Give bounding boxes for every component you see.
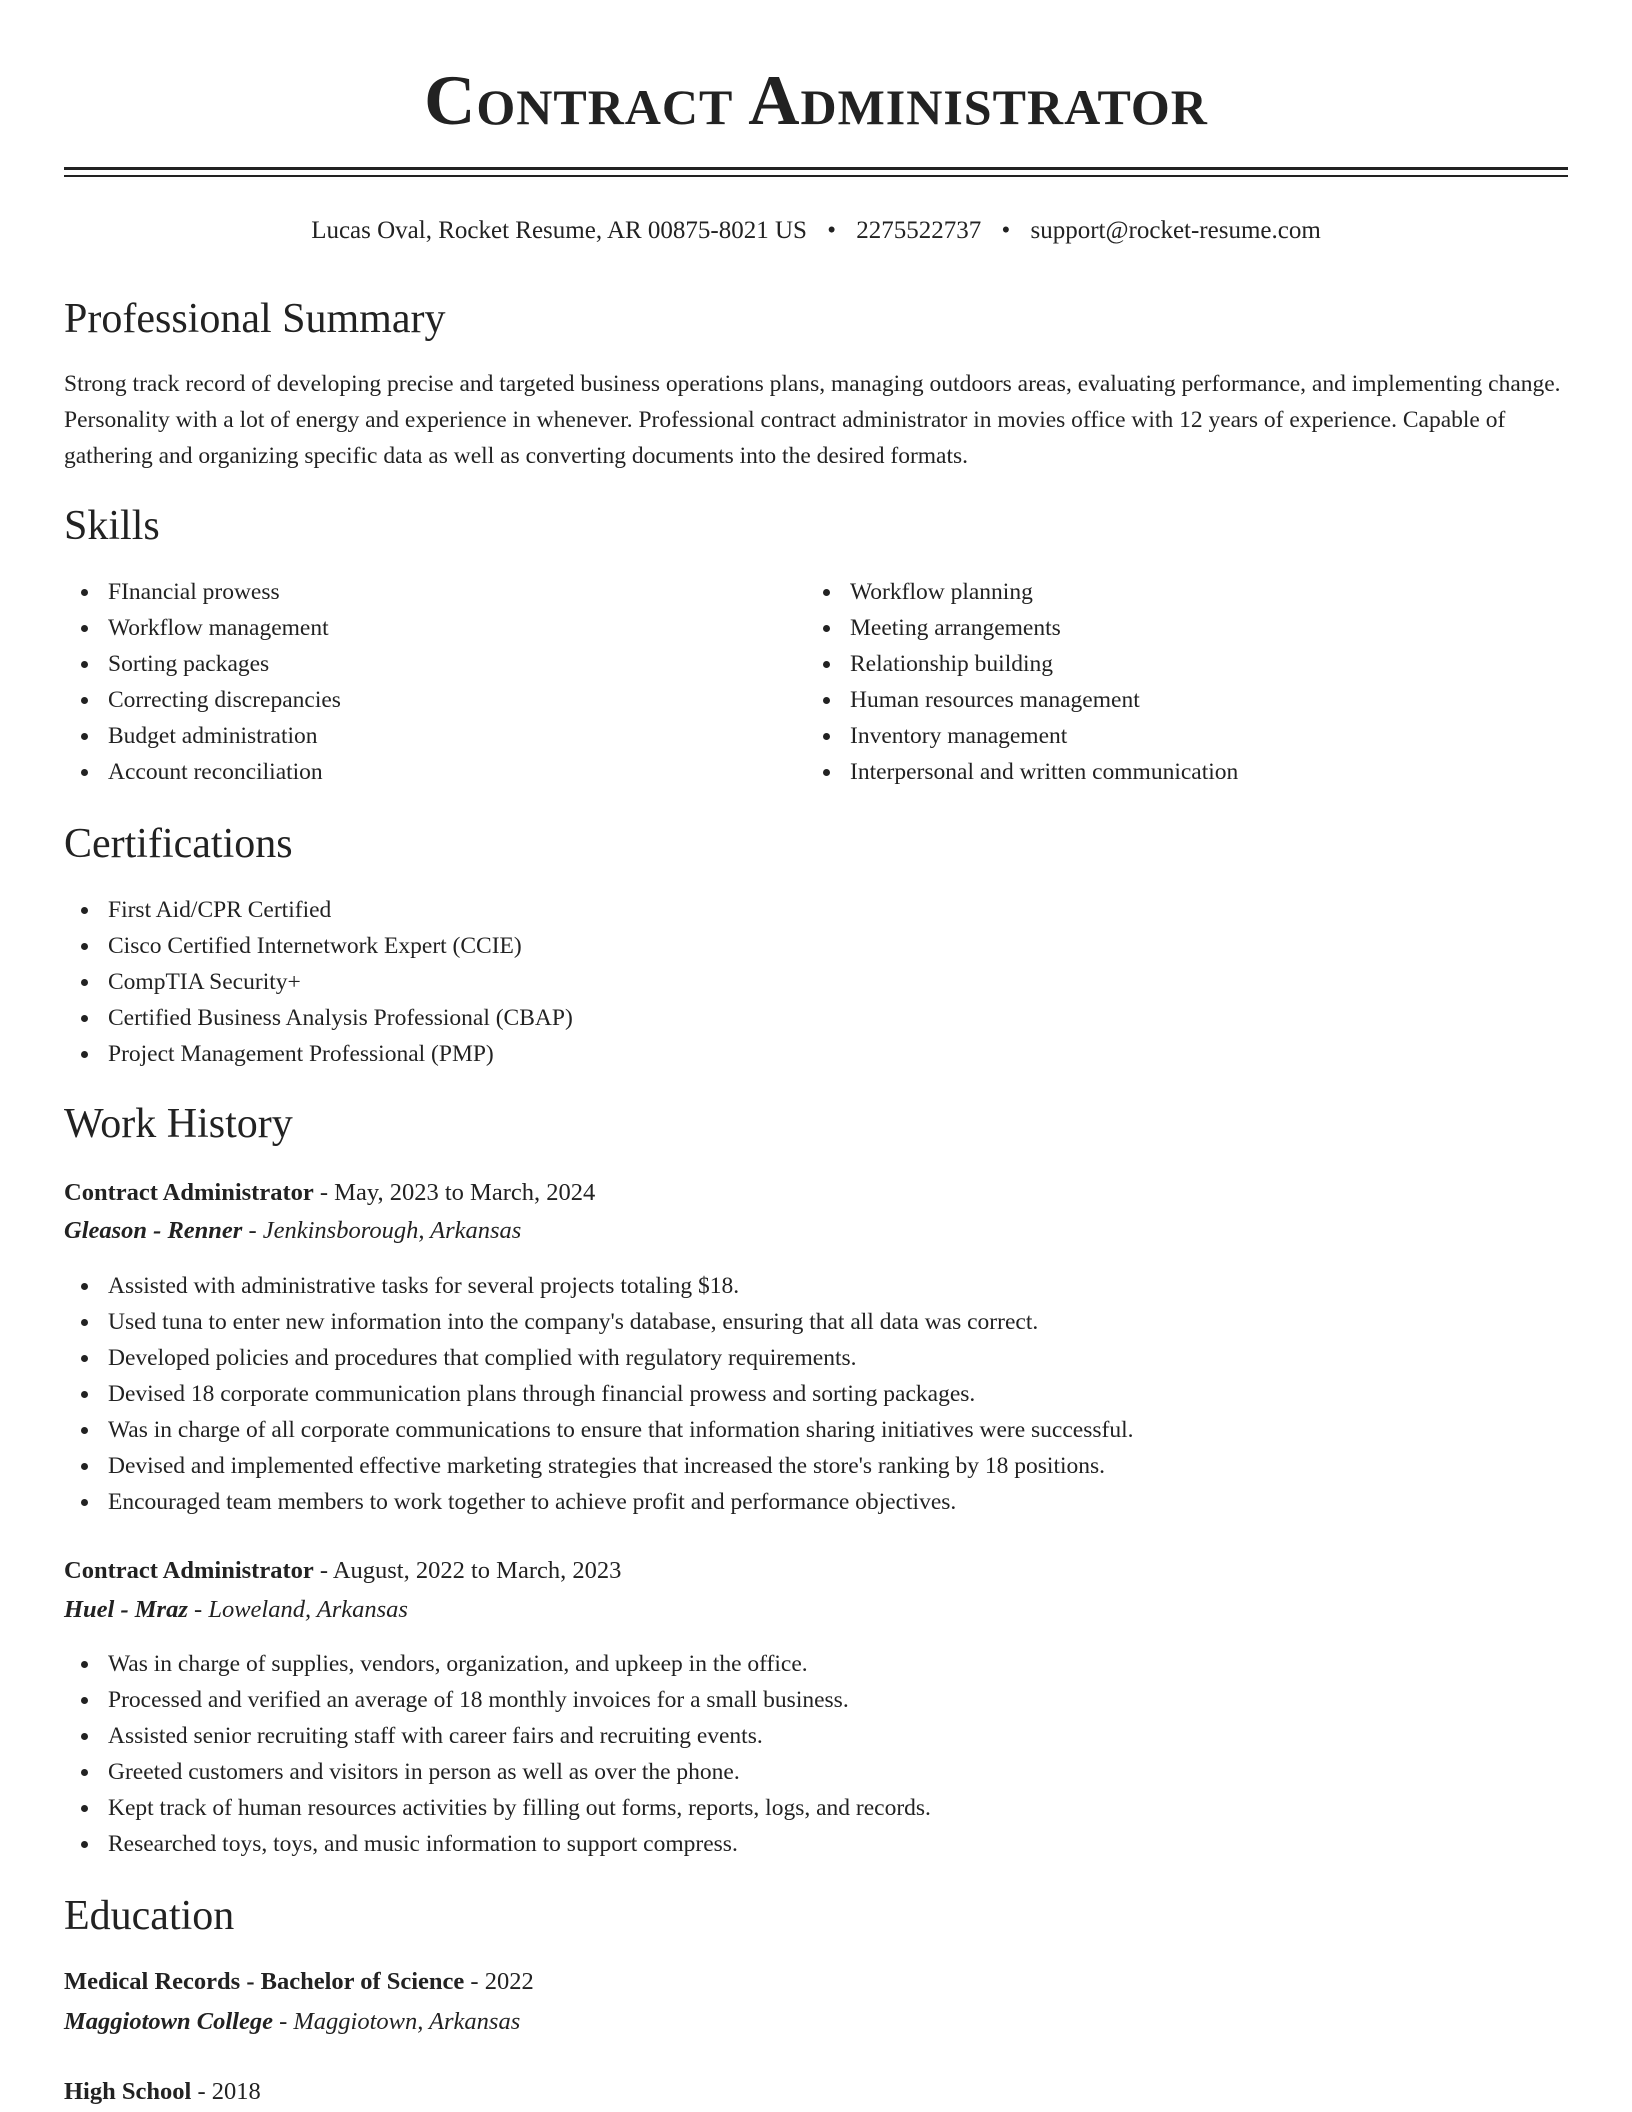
job-bullet: Researched toys, toys, and music information to support compress. (64, 1826, 1568, 1862)
summary-text: Strong track record of developing precise and targeted business operations plans, managing outdoors areas, evaluating performance, and implementing change. Personality with a lot of energy and experience in whenever. Professional contract administrator in movies office with 12 years of experience. Capable of gathering and organizing specific data as well as converting documents into the desired formats. (64, 371, 1561, 469)
skill-item: Relationship building (806, 646, 1566, 682)
job-bullets (64, 1268, 1568, 1520)
education-heading: Education (64, 1893, 235, 1939)
job-dates: May, 2023 to March, 2024 (334, 1179, 596, 1206)
skills-list-left (64, 574, 804, 790)
job-bullet: Greeted customers and visitors in person as well as over the phone. (64, 1754, 1568, 1790)
job-bullet: Assisted with administrative tasks for several projects totaling $18. (64, 1268, 1568, 1304)
skill-item: Budget administration (64, 718, 804, 754)
skills-list-right (806, 574, 1566, 790)
skill-item: Account reconciliation (64, 754, 804, 790)
skill-item: FInancial prowess (64, 574, 804, 610)
job-bullet: Devised 18 corporate communication plans through financial prowess and sorting packages. (64, 1376, 1568, 1412)
education-year: 2018 (211, 2078, 261, 2105)
dash: - (248, 1217, 257, 1244)
dash: - (279, 2008, 288, 2035)
contact-email: support@rocket-resume.com (1030, 217, 1321, 244)
job-bullet: Kept track of human resources activities by filling out forms, reports, logs, and records. (64, 1790, 1568, 1826)
contact-separator: • (827, 217, 836, 244)
education-degree: High School (64, 2078, 192, 2105)
job-location: Loweland, Arkansas (208, 1596, 408, 1623)
job-title: Contract Administrator (64, 1557, 314, 1584)
contact-line (64, 214, 1568, 248)
education-degree-line (64, 1964, 534, 2000)
education-year: 2022 (484, 1968, 534, 1995)
job-dates: August, 2022 to March, 2023 (332, 1557, 622, 1584)
dash: - (194, 1596, 203, 1623)
resume-page (64, 0, 1568, 2105)
education-school: Maggiotown College (64, 2008, 273, 2035)
job-bullet: Encouraged team members to work together to achieve profit and performance objectives. (64, 1484, 1568, 1520)
certification-item: CompTIA Security+ (64, 964, 1568, 1000)
dash: - (319, 1179, 329, 1206)
education-degree: Medical Records - Bachelor of Science (64, 1968, 465, 1995)
summary-heading: Professional Summary (64, 296, 446, 342)
certifications-list (64, 892, 1568, 1072)
skill-item: Workflow planning (806, 574, 1566, 610)
contact-separator: • (1001, 217, 1011, 244)
job-company: Huel - Mraz (64, 1596, 188, 1623)
skill-item: Meeting arrangements (806, 610, 1566, 646)
education-degree-line (64, 2074, 261, 2110)
job-bullet: Developed policies and procedures that complied with regulatory requirements. (64, 1340, 1568, 1376)
education-location: Maggiotown, Arkansas (293, 2008, 521, 2035)
job-bullets (64, 1646, 1568, 1862)
resume-title: Contract Administrator (424, 62, 1208, 140)
job-title: Contract Administrator (64, 1179, 314, 1206)
job-bullet: Assisted senior recruiting staff with career fairs and recruiting events. (64, 1718, 1568, 1754)
title-divider-thick (64, 167, 1568, 170)
skill-item: Sorting packages (64, 646, 804, 682)
work-history-heading: Work History (64, 1101, 293, 1147)
job-bullet: Was in charge of supplies, vendors, organization, and upkeep in the office. (64, 1646, 1568, 1682)
job-title-line (64, 1175, 595, 1211)
certification-item: Certified Business Analysis Professional (CBAP) (64, 1000, 1568, 1036)
skill-item: Interpersonal and written communication (806, 754, 1566, 790)
dash: - (197, 2078, 206, 2105)
skills-heading: Skills (64, 503, 160, 549)
education-school-line (64, 2004, 520, 2040)
certification-item: First Aid/CPR Certified (64, 892, 1568, 928)
skill-item: Correcting discrepancies (64, 682, 804, 718)
job-company-line (64, 1592, 408, 1628)
certifications-heading: Certifications (64, 821, 293, 867)
skill-item: Inventory management (806, 718, 1566, 754)
job-bullet: Devised and implemented effective marketing strategies that increased the store's ranking by 18 positions. (64, 1448, 1568, 1484)
job-bullet: Used tuna to enter new information into the company's database, ensuring that all data was correct. (64, 1304, 1568, 1340)
job-title-line (64, 1553, 621, 1589)
job-bullet: Was in charge of all corporate communications to ensure that information sharing initiatives were successful. (64, 1412, 1568, 1448)
job-location: Jenkinsborough, Arkansas (262, 1217, 522, 1244)
certification-item: Project Management Professional (PMP) (64, 1036, 1568, 1072)
skill-item: Human resources management (806, 682, 1566, 718)
title-divider-thin (64, 175, 1568, 177)
job-company: Gleason - Renner (64, 1217, 243, 1244)
certification-item: Cisco Certified Internetwork Expert (CCIE) (64, 928, 1568, 964)
contact-phone: 2275522737 (856, 217, 982, 244)
job-company-line (64, 1213, 521, 1249)
job-bullet: Processed and verified an average of 18 monthly invoices for a small business. (64, 1682, 1568, 1718)
dash: - (319, 1557, 329, 1584)
contact-address: Lucas Oval, Rocket Resume, AR 00875-8021 US (311, 217, 807, 244)
skill-item: Workflow management (64, 610, 804, 646)
dash: - (470, 1968, 479, 1995)
